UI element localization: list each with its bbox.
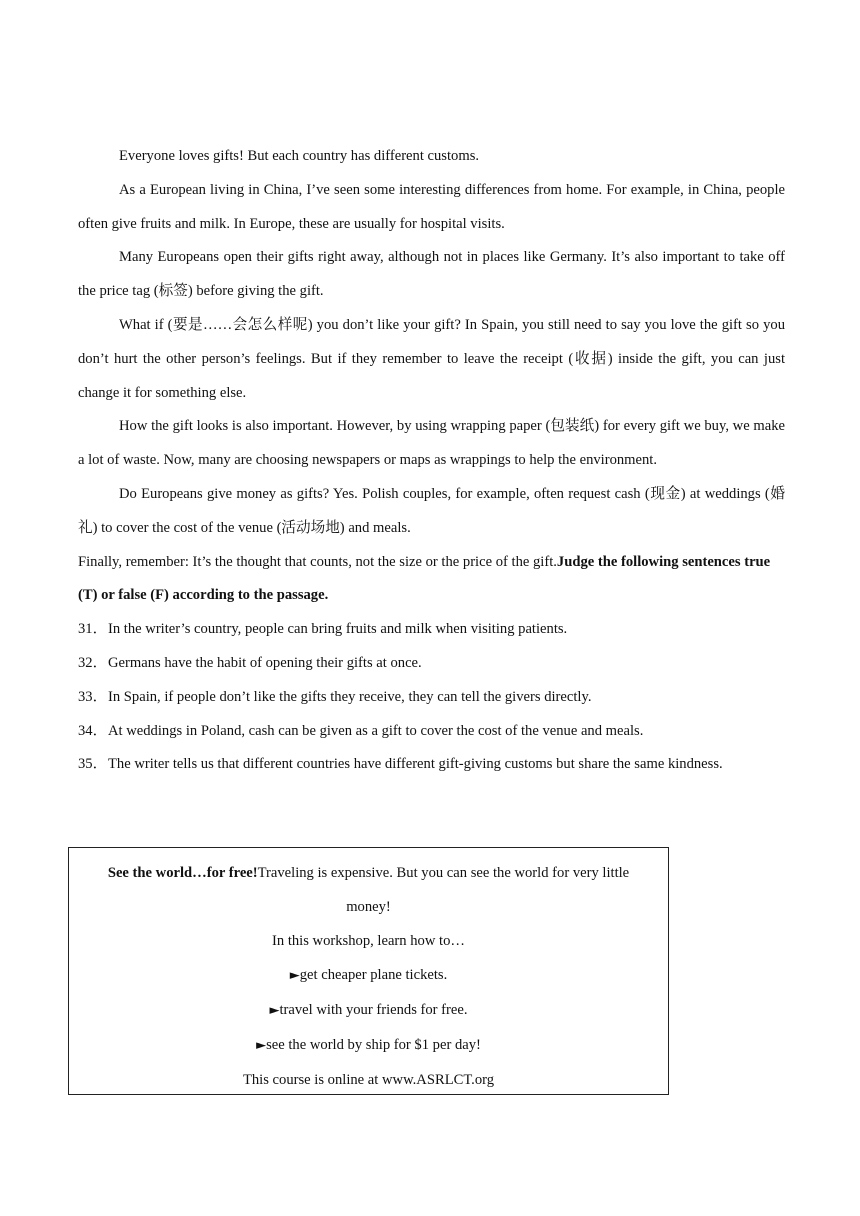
question-number: 34．	[78, 722, 108, 739]
workshop-advert-box	[68, 847, 669, 1095]
question-list	[78, 613, 785, 782]
passage-paragraph-5: How the gift looks is also important. However, by using wrapping paper (包装纸) for every gift we buy, we make a lot of waste. Now, many are choosing newspapers or maps as wrappings to help the environment.	[78, 418, 785, 469]
advert-intro	[91, 856, 646, 924]
question-item	[78, 681, 785, 715]
passage-paragraph-7	[78, 546, 785, 614]
question-text: At weddings in Poland, cash can be given as a gift to cover the cost of the venue and meals.	[108, 722, 644, 739]
advert-bullet-text: see the world by ship for $1 per day!	[266, 1037, 481, 1053]
advert-bullet	[91, 1028, 646, 1063]
passage-paragraph-2: As a European living in China, I’ve seen some interesting differences from home. For example, in China, people often give fruits and milk. In Europe, these are usually for hospital visits.	[78, 181, 785, 232]
question-text: Germans have the habit of opening their gifts at once.	[108, 654, 422, 671]
question-text: In the writer’s country, people can bring fruits and milk when visiting patients.	[108, 621, 568, 638]
reading-passage	[78, 140, 785, 782]
advert-footer: This course is online at www.ASRLCT.org	[242, 1072, 495, 1088]
passage-paragraph-1: Everyone loves gifts! But each country has different customs.	[119, 148, 480, 164]
arrow-bullet-icon: ►	[256, 1038, 267, 1053]
question-text: The writer tells us that different countries have different gift-giving customs but share the same kindness.	[108, 756, 723, 773]
question-number: 33．	[78, 688, 108, 705]
advert-intro-text: Traveling is expensive. But you can see the world for very little money!	[257, 865, 630, 915]
advert-bullet	[91, 958, 646, 993]
question-item	[78, 715, 785, 749]
question-item	[78, 613, 785, 647]
question-text: In Spain, if people don’t like the gifts they receive, they can tell the givers directly.	[108, 688, 592, 705]
question-number: 31．	[78, 621, 108, 638]
question-item	[78, 647, 785, 681]
arrow-bullet-icon: ►	[269, 1003, 280, 1018]
passage-paragraph-3: Many Europeans open their gifts right away, although not in places like Germany. It’s also important to take off the price tag (标签) before giving the gift.	[78, 249, 785, 300]
advert-bullet-text: get cheaper plane tickets.	[299, 967, 448, 983]
question-number: 32．	[78, 654, 108, 671]
advert-bullet-text: travel with your friends for free.	[279, 1002, 468, 1018]
advert-headline: See the world…for free!	[107, 865, 258, 881]
advert-workshop-line: In this workshop, learn how to…	[272, 933, 465, 949]
question-number: 35．	[78, 756, 108, 773]
closing-sentence: Finally, remember: It’s the thought that counts, not the size or the price of the gift.	[78, 553, 557, 570]
arrow-bullet-icon: ►	[289, 968, 300, 983]
passage-paragraph-6: Do Europeans give money as gifts? Yes. Polish couples, for example, often request cash (现金) at weddings (婚礼) to cover the cost of the venue (活动场地) and meals.	[78, 485, 785, 536]
task-instruction: Judge the following sentences true (T) or false (F) according to the passage.	[78, 553, 771, 604]
passage-paragraph-4: What if (要是……会怎么样呢) you don’t like your gift? In Spain, you still need to say you love the gift so you don’t hurt the other person’s feelings. But if they remember to leave the receipt (收据) inside the gift, you can just change it for something else.	[78, 316, 785, 401]
question-item	[78, 748, 785, 782]
advert-bullet	[91, 993, 646, 1028]
